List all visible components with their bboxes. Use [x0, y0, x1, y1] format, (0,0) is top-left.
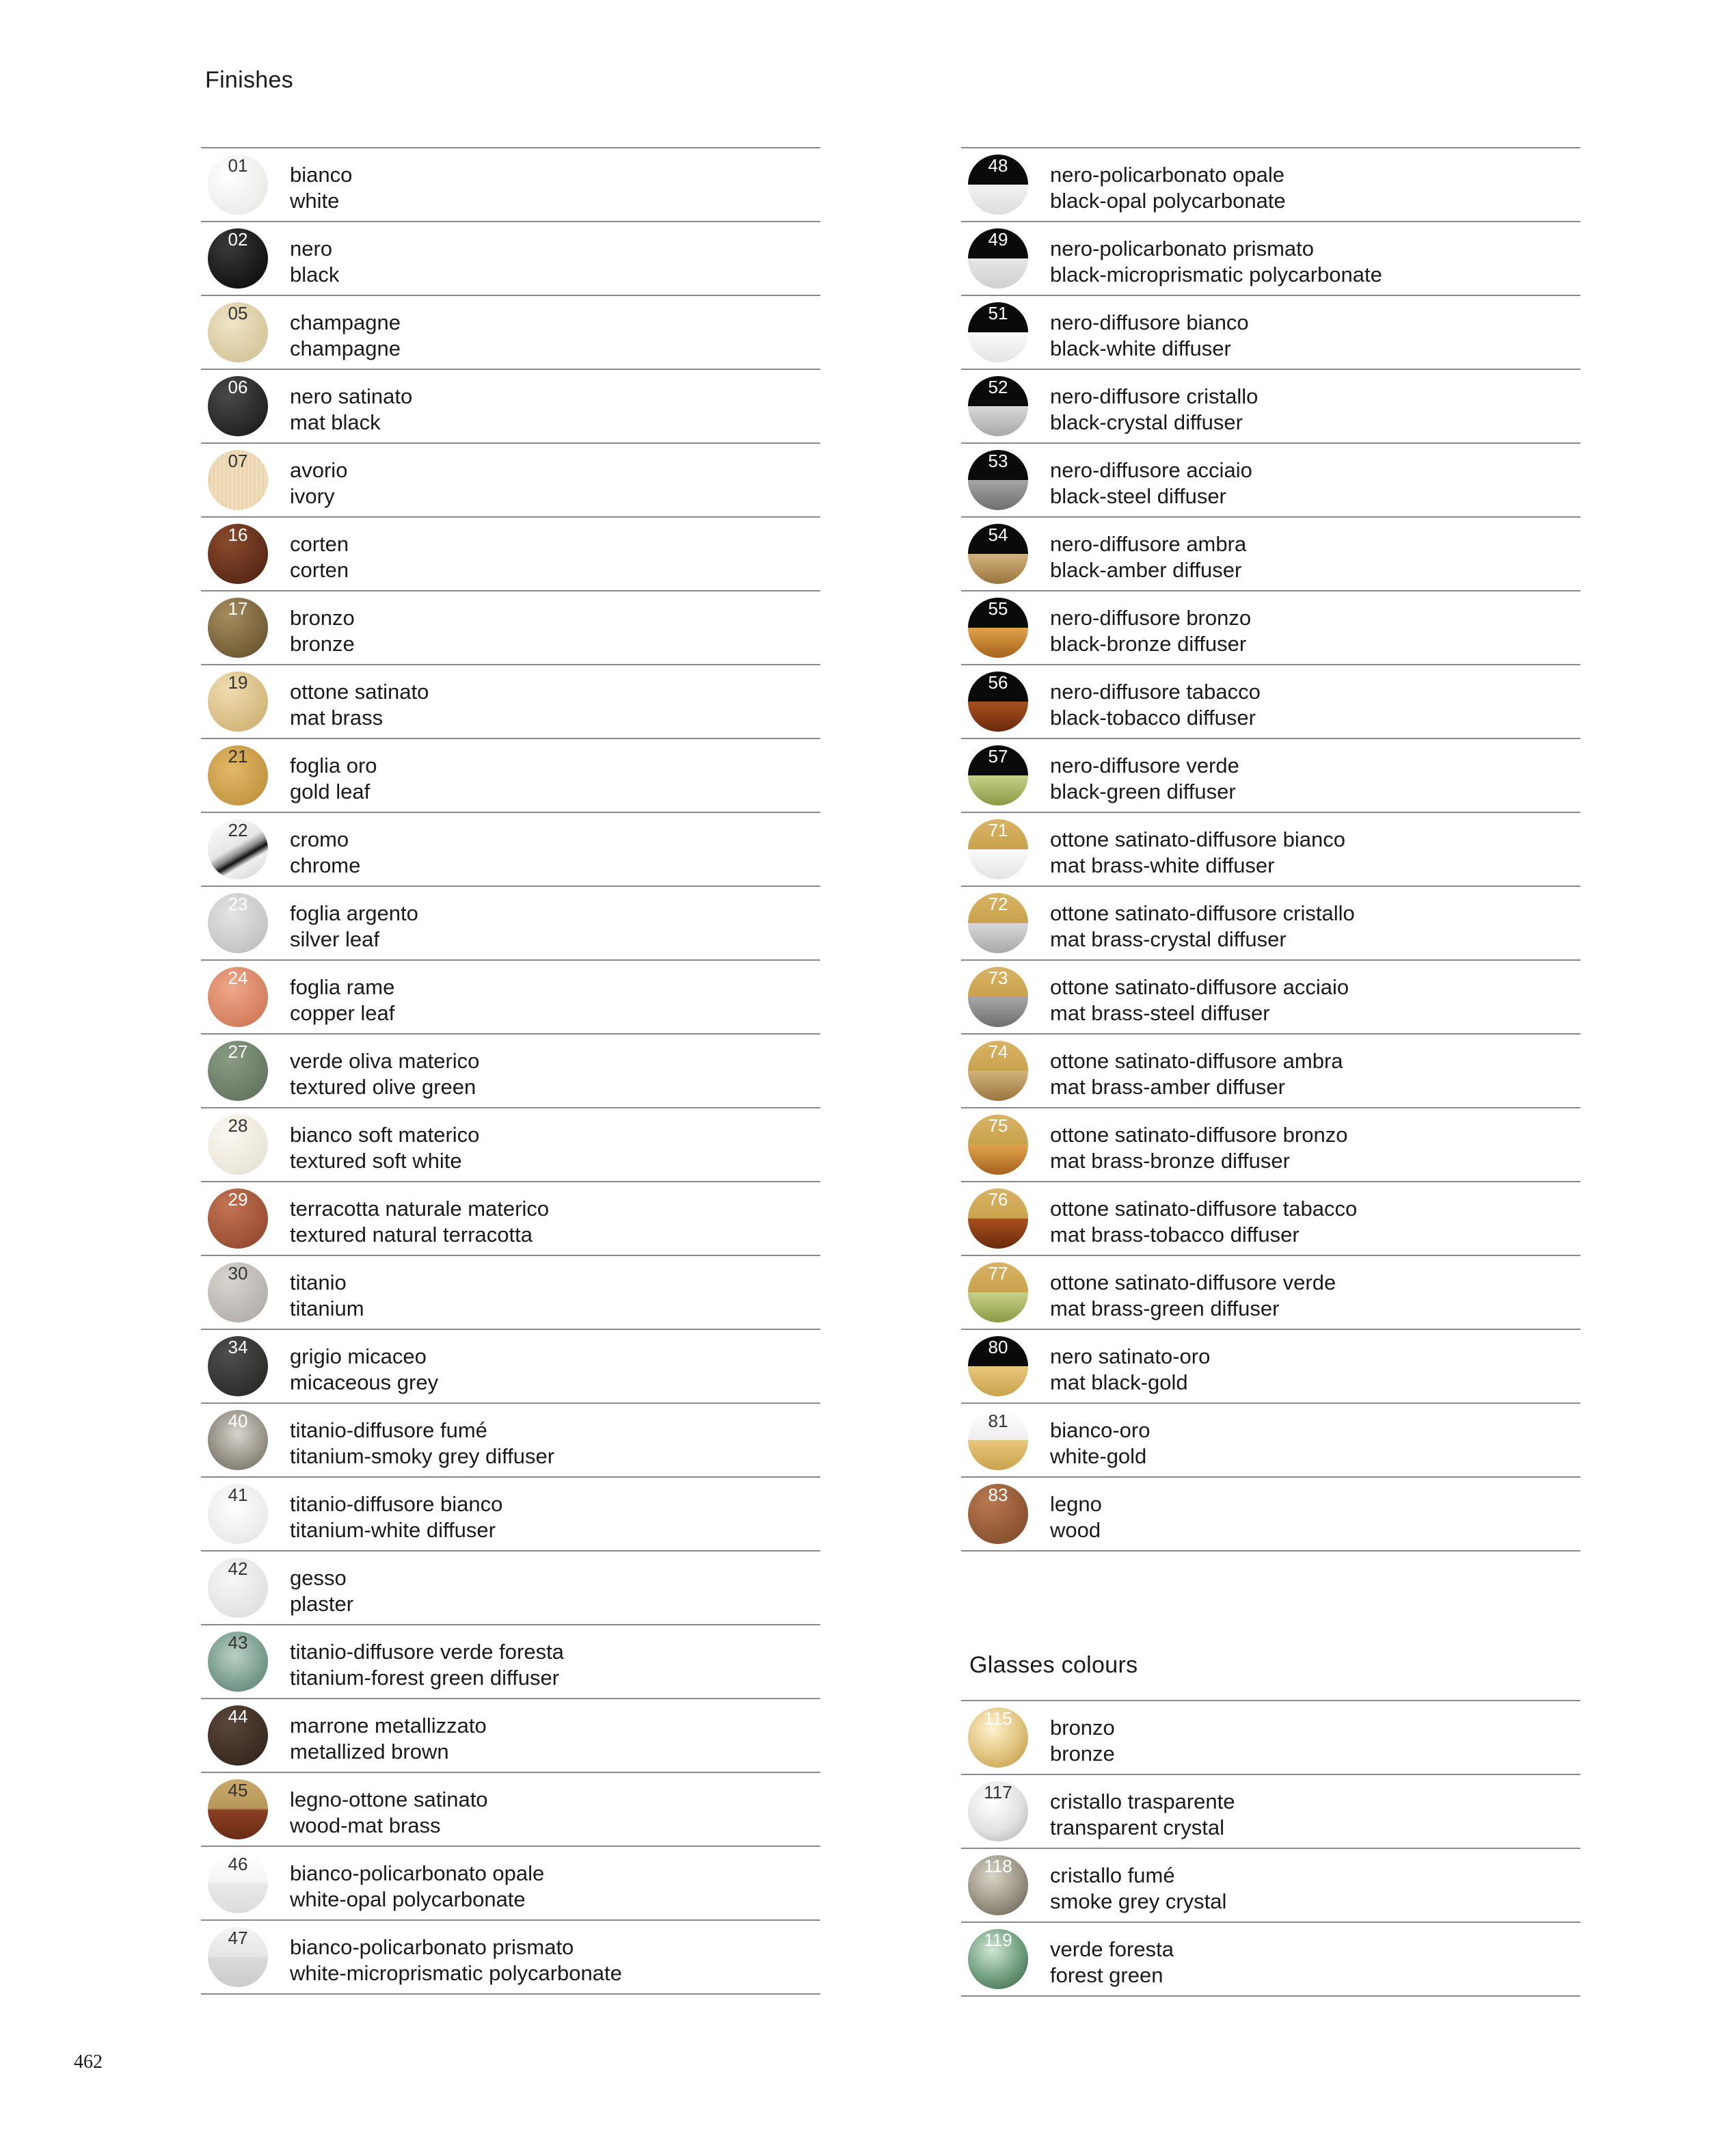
- finish-labels: [290, 827, 360, 879]
- finish-code: 119: [984, 1930, 1012, 1950]
- finish-labels: [1050, 384, 1258, 436]
- finish-labels: [1050, 679, 1261, 731]
- finish-name-english: black: [290, 263, 340, 287]
- finish-name-italian: avorio: [290, 458, 348, 482]
- finish-code: 02: [228, 229, 248, 250]
- finish-row: [201, 1921, 820, 1995]
- finish-name-english: bronze: [290, 632, 355, 656]
- finish-labels: [1050, 310, 1249, 362]
- finish-code: 81: [988, 1411, 1008, 1431]
- finish-name-english: black-microprismatic polycarbonate: [1050, 263, 1382, 287]
- finish-name-english: titanium-forest green diffuser: [290, 1666, 560, 1690]
- finish-code: 01: [228, 155, 248, 176]
- finish-code: 71: [988, 820, 1008, 840]
- finish-code: 42: [228, 1558, 248, 1579]
- finish-code: 45: [228, 1780, 248, 1800]
- finish-row: [201, 222, 820, 296]
- finish-code: 80: [988, 1337, 1008, 1357]
- finish-name-italian: grigio micaceo: [290, 1344, 427, 1368]
- finish-name-english: smoke grey crystal: [1050, 1889, 1227, 1913]
- finish-code: 40: [228, 1411, 248, 1431]
- finish-labels: [1050, 1196, 1357, 1248]
- finish-name-english: ivory: [290, 484, 335, 508]
- finishes-list-left: [201, 147, 820, 1995]
- finish-row: [201, 665, 820, 739]
- finish-code: 118: [984, 1856, 1012, 1876]
- finish-name-italian: ottone satinato-diffusore ambra: [1050, 1049, 1343, 1073]
- finish-name-english: forest green: [1050, 1963, 1163, 1987]
- finish-name-italian: nero-diffusore acciaio: [1050, 458, 1252, 482]
- glasses-colours-heading: Glasses colours: [969, 1652, 1138, 1678]
- finish-name-english: mat black-gold: [1050, 1370, 1188, 1394]
- finish-name-italian: marrone metallizzato: [290, 1714, 487, 1738]
- finish-row: [201, 1108, 820, 1182]
- finish-row: [961, 1035, 1580, 1108]
- finish-name-english: transparent crystal: [1050, 1815, 1224, 1839]
- finish-row: [961, 1182, 1580, 1256]
- finish-name-italian: nero-diffusore bianco: [1050, 310, 1249, 334]
- finish-row: [961, 1108, 1580, 1182]
- finish-code: 52: [988, 377, 1008, 397]
- finish-code: 115: [984, 1708, 1012, 1729]
- finish-row: [201, 1330, 820, 1404]
- finish-name-italian: nero-policarbonato prismato: [1050, 237, 1314, 261]
- finish-name-english: bronze: [1050, 1742, 1115, 1766]
- finish-name-english: mat brass-white diffuser: [1050, 853, 1275, 877]
- finish-code: 24: [228, 968, 248, 988]
- finish-name-italian: bronzo: [1050, 1716, 1115, 1740]
- finish-name-italian: titanio-diffusore verde foresta: [290, 1640, 564, 1664]
- finish-row: [201, 813, 820, 887]
- finish-name-english: gold leaf: [290, 780, 371, 803]
- finish-labels: [290, 753, 377, 805]
- finish-code: 51: [988, 303, 1008, 323]
- finish-name-italian: ottone satinato-diffusore bronzo: [1050, 1123, 1348, 1147]
- finish-name-italian: foglia rame: [290, 975, 395, 999]
- finish-name-italian: cromo: [290, 827, 349, 851]
- finish-name-english: wood-mat brass: [290, 1813, 441, 1837]
- finish-name-english: black-white diffuser: [1050, 336, 1231, 360]
- finish-labels: [1050, 1789, 1235, 1841]
- finish-row: [961, 887, 1580, 961]
- finish-name-italian: nero-diffusore bronzo: [1050, 606, 1252, 630]
- finish-code: 27: [228, 1041, 248, 1062]
- finish-name-italian: bianco-oro: [1050, 1418, 1150, 1442]
- finish-name-english: textured soft white: [290, 1149, 462, 1173]
- finish-labels: [290, 236, 339, 288]
- finish-labels: [290, 974, 394, 1026]
- finish-name-english: micaceous grey: [290, 1370, 439, 1394]
- finish-labels: [290, 1787, 488, 1839]
- finish-name-english: mat brass-tobacco diffuser: [1050, 1223, 1300, 1247]
- finish-code: 22: [228, 820, 248, 840]
- finish-name-italian: ottone satinato-diffusore verde: [1050, 1270, 1336, 1294]
- finish-labels: [290, 1122, 479, 1174]
- finish-row: [201, 1625, 820, 1699]
- finish-name-english: plaster: [290, 1592, 354, 1616]
- finish-labels: [290, 901, 418, 953]
- finish-name-italian: verde oliva materico: [290, 1049, 480, 1073]
- finish-labels: [290, 1344, 438, 1396]
- finish-name-english: black-steel diffuser: [1050, 484, 1226, 508]
- finish-code: 55: [988, 598, 1008, 619]
- finish-name-italian: ottone satinato-diffusore acciaio: [1050, 975, 1349, 999]
- finish-labels: [1050, 236, 1382, 288]
- finish-name-italian: corten: [290, 532, 349, 556]
- finish-row: [201, 1552, 820, 1625]
- finish-labels: [290, 1565, 353, 1617]
- finish-row: [961, 1330, 1580, 1404]
- finish-row: [201, 518, 820, 591]
- finish-row: [961, 1478, 1580, 1552]
- finish-name-italian: legno-ottone satinato: [290, 1787, 488, 1811]
- finish-row: [961, 739, 1580, 813]
- finish-code: 16: [228, 524, 248, 545]
- finish-labels: [1050, 1715, 1115, 1767]
- finish-code: 07: [228, 451, 248, 471]
- finish-name-english: black-crystal diffuser: [1050, 410, 1243, 434]
- finish-name-english: wood: [1050, 1518, 1101, 1542]
- finish-row: [201, 1699, 820, 1773]
- finish-row: [201, 887, 820, 961]
- finish-row: [961, 665, 1580, 739]
- finish-code: 72: [988, 894, 1008, 914]
- finish-row: [201, 591, 820, 665]
- finish-name-english: copper leaf: [290, 1001, 395, 1025]
- finish-name-italian: nero satinato: [290, 384, 413, 408]
- finish-labels: [1050, 531, 1246, 583]
- finish-row: [961, 961, 1580, 1035]
- finish-code: 75: [988, 1115, 1008, 1136]
- finish-code: 21: [228, 746, 248, 767]
- finish-code: 77: [988, 1263, 1008, 1283]
- finish-name-english: textured natural terracotta: [290, 1223, 533, 1247]
- finish-row: [961, 296, 1580, 370]
- finish-labels: [1050, 605, 1251, 657]
- finish-row: [201, 444, 820, 518]
- finish-row: [201, 1847, 820, 1921]
- finish-name-italian: nero-diffusore ambra: [1050, 532, 1247, 556]
- glasses-list: [961, 1700, 1580, 1997]
- finish-row: [201, 1478, 820, 1552]
- finish-name-italian: verde foresta: [1050, 1937, 1174, 1961]
- finish-labels: [1050, 162, 1286, 214]
- finish-name-english: mat brass-green diffuser: [1050, 1296, 1280, 1320]
- finish-code: 57: [988, 746, 1008, 767]
- finish-name-italian: nero-diffusore verde: [1050, 754, 1239, 777]
- finish-name-italian: nero-diffusore tabacco: [1050, 680, 1261, 704]
- finish-row: [201, 148, 820, 222]
- finish-code: 23: [228, 894, 248, 914]
- finish-labels: [1050, 1048, 1343, 1100]
- finish-name-italian: nero-diffusore cristallo: [1050, 384, 1259, 408]
- finish-labels: [1050, 1270, 1336, 1322]
- finish-row: [201, 1182, 820, 1256]
- finish-code: 17: [228, 598, 248, 619]
- finish-labels: [290, 1048, 479, 1100]
- finish-name-italian: nero: [290, 237, 333, 261]
- finish-name-english: white: [290, 189, 340, 213]
- finishes-list-right: [961, 147, 1580, 1552]
- finish-labels: [290, 1270, 364, 1322]
- finish-code: 54: [988, 524, 1008, 545]
- finish-code: 73: [988, 968, 1008, 988]
- finish-name-english: mat brass: [290, 706, 383, 730]
- finish-name-italian: titanio: [290, 1270, 347, 1294]
- finish-code: 53: [988, 451, 1008, 471]
- finish-row: [961, 1256, 1580, 1330]
- finish-row: [961, 518, 1580, 591]
- finish-code: 56: [988, 672, 1008, 693]
- finish-row: [961, 370, 1580, 444]
- finish-name-italian: cristallo trasparente: [1050, 1789, 1235, 1813]
- finish-row: [961, 1923, 1580, 1997]
- finish-name-english: silver leaf: [290, 927, 379, 951]
- finish-name-english: mat black: [290, 410, 381, 434]
- finish-code: 49: [988, 229, 1008, 250]
- finish-name-italian: bronzo: [290, 606, 355, 630]
- finish-labels: [290, 1861, 544, 1913]
- finish-code: 83: [988, 1485, 1008, 1505]
- finish-name-english: titanium-smoky grey diffuser: [290, 1444, 555, 1468]
- finish-code: 48: [988, 155, 1008, 176]
- finish-labels: [1050, 753, 1239, 805]
- finish-name-italian: ottone satinato: [290, 680, 429, 704]
- finish-labels: [1050, 1122, 1347, 1174]
- finish-name-english: metallized brown: [290, 1740, 449, 1764]
- finish-labels: [290, 1713, 487, 1765]
- finish-name-english: white-opal polycarbonate: [290, 1887, 526, 1911]
- finish-name-english: black-amber diffuser: [1050, 558, 1242, 582]
- finish-code: 44: [228, 1706, 248, 1727]
- finish-code: 29: [228, 1189, 248, 1210]
- finish-labels: [290, 162, 352, 214]
- finish-name-italian: bianco-policarbonato prismato: [290, 1935, 574, 1959]
- finish-name-italian: titanio-diffusore fumé: [290, 1418, 487, 1442]
- finish-name-english: textured olive green: [290, 1075, 476, 1099]
- finish-name-english: white-microprismatic polycarbonate: [290, 1961, 622, 1985]
- finish-labels: [290, 457, 347, 509]
- finish-name-italian: terracotta naturale materico: [290, 1197, 550, 1221]
- finish-labels: [290, 605, 355, 657]
- finish-name-italian: ottone satinato-diffusore cristallo: [1050, 901, 1355, 925]
- finish-labels: [290, 1491, 502, 1543]
- finish-labels: [290, 1639, 564, 1691]
- finish-row: [961, 444, 1580, 518]
- finish-code: 117: [984, 1782, 1012, 1802]
- finish-name-english: mat brass-steel diffuser: [1050, 1001, 1270, 1025]
- finish-name-italian: titanio-diffusore bianco: [290, 1492, 503, 1516]
- finish-labels: [290, 1934, 622, 1986]
- finish-name-english: mat brass-bronze diffuser: [1050, 1149, 1290, 1173]
- finish-row: [961, 222, 1580, 296]
- finish-row: [961, 1775, 1580, 1849]
- finish-row: [201, 1773, 820, 1847]
- finish-labels: [1050, 827, 1345, 879]
- finish-name-italian: bianco: [290, 163, 353, 187]
- finish-name-italian: champagne: [290, 310, 401, 334]
- finish-name-english: mat brass-crystal diffuser: [1050, 927, 1287, 951]
- finish-code: 30: [228, 1263, 248, 1283]
- finish-name-english: black-green diffuser: [1050, 780, 1236, 803]
- finish-code: 47: [228, 1928, 248, 1948]
- finish-name-english: black-tobacco diffuser: [1050, 706, 1256, 730]
- finish-labels: [290, 384, 412, 436]
- finish-row: [961, 1849, 1580, 1923]
- finish-name-english: champagne: [290, 336, 401, 360]
- finish-labels: [1050, 1491, 1102, 1543]
- finish-code: 05: [228, 303, 248, 323]
- finish-labels: [290, 679, 429, 731]
- finish-row: [201, 961, 820, 1035]
- finish-name-english: chrome: [290, 853, 361, 877]
- finish-labels: [1050, 1344, 1210, 1396]
- finish-row: [201, 296, 820, 370]
- finish-labels: [290, 1418, 554, 1469]
- finish-row: [961, 1701, 1580, 1775]
- finish-code: 46: [228, 1854, 248, 1874]
- finish-row: [201, 1256, 820, 1330]
- finish-name-italian: foglia argento: [290, 901, 418, 925]
- finish-name-english: white-gold: [1050, 1444, 1147, 1468]
- finish-code: 28: [228, 1115, 248, 1136]
- finish-name-italian: bianco soft materico: [290, 1123, 480, 1147]
- finish-name-english: corten: [290, 558, 349, 582]
- finish-name-italian: ottone satinato-diffusore tabacco: [1050, 1197, 1358, 1221]
- finish-code: 43: [228, 1632, 248, 1653]
- finish-labels: [1050, 1418, 1150, 1469]
- finish-row: [201, 1404, 820, 1478]
- finish-code: 41: [228, 1485, 248, 1505]
- finish-name-english: titanium-white diffuser: [290, 1518, 496, 1542]
- finish-name-english: mat brass-amber diffuser: [1050, 1075, 1285, 1099]
- finish-row: [961, 813, 1580, 887]
- finish-labels: [290, 310, 401, 362]
- finish-name-english: black-bronze diffuser: [1050, 632, 1247, 656]
- finish-code: 06: [228, 377, 248, 397]
- finish-labels: [1050, 457, 1252, 509]
- finish-row: [201, 370, 820, 444]
- finish-name-italian: ottone satinato-diffusore bianco: [1050, 827, 1346, 851]
- finish-labels: [1050, 974, 1349, 1026]
- finish-row: [961, 148, 1580, 222]
- finish-code: 74: [988, 1041, 1008, 1062]
- finish-code: 19: [228, 672, 248, 693]
- finish-labels: [290, 531, 349, 583]
- page-number: 462: [74, 2051, 103, 2073]
- finish-name-italian: legno: [1050, 1492, 1102, 1516]
- finish-name-italian: nero satinato-oro: [1050, 1344, 1211, 1368]
- finish-row: [961, 1404, 1580, 1478]
- finish-name-italian: nero-policarbonato opale: [1050, 163, 1284, 187]
- finishes-heading: Finishes: [205, 67, 294, 93]
- finish-labels: [290, 1196, 549, 1248]
- finish-labels: [1050, 901, 1355, 953]
- finish-labels: [1050, 1937, 1174, 1988]
- finish-code: 76: [988, 1189, 1008, 1210]
- finish-name-italian: cristallo fumé: [1050, 1863, 1175, 1887]
- finish-row: [201, 1035, 820, 1108]
- finish-row: [201, 739, 820, 813]
- finish-name-english: black-opal polycarbonate: [1050, 189, 1286, 213]
- finish-row: [961, 591, 1580, 665]
- finish-name-italian: foglia oro: [290, 754, 377, 777]
- finish-labels: [1050, 1863, 1226, 1915]
- finish-name-italian: gesso: [290, 1566, 347, 1590]
- finish-code: 34: [228, 1337, 248, 1357]
- finish-name-english: titanium: [290, 1296, 364, 1320]
- finish-name-italian: bianco-policarbonato opale: [290, 1861, 545, 1885]
